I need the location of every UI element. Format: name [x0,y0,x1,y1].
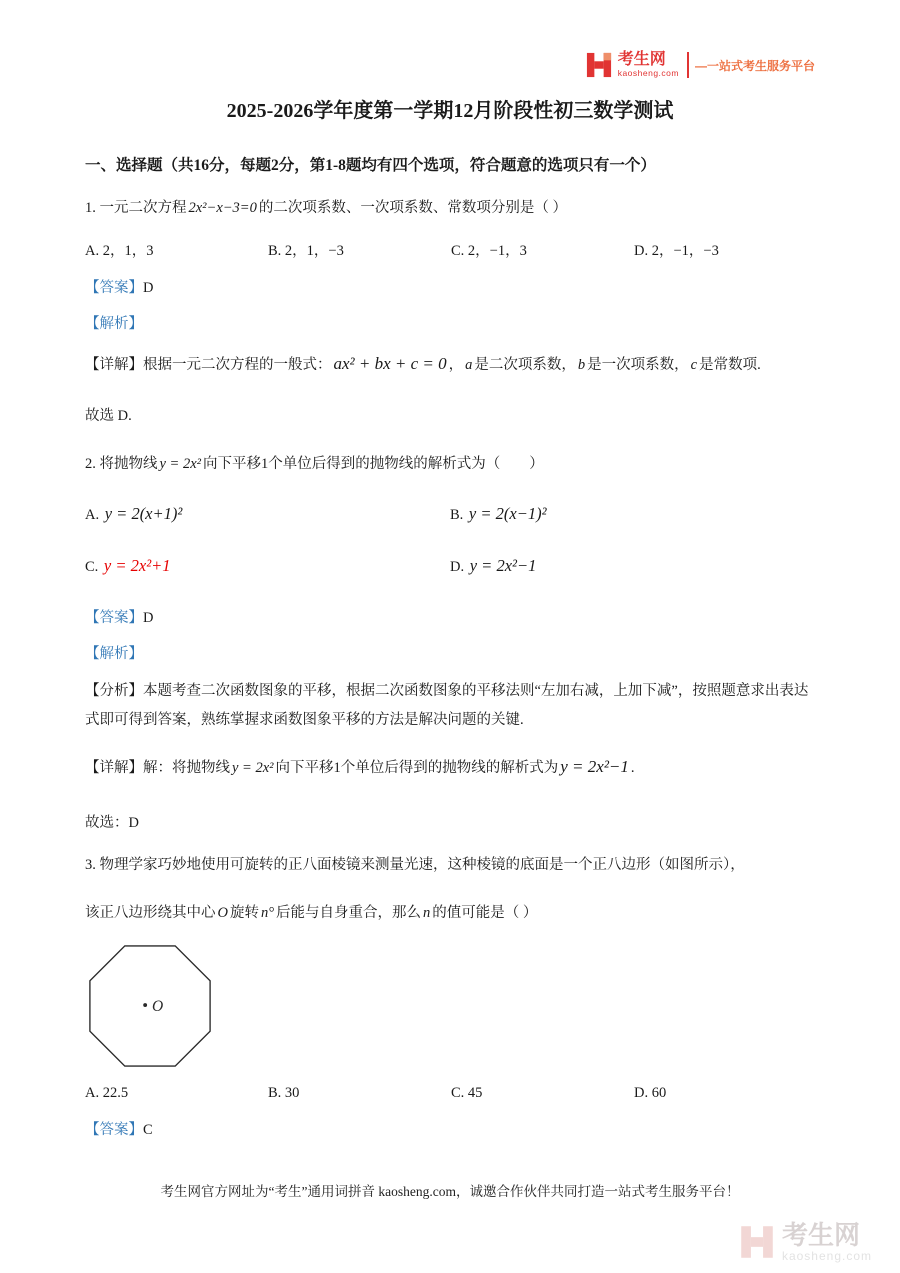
option-label: B. [268,243,282,260]
option-text: 45 [467,1084,483,1101]
q1-detail-seg1: ， [448,357,464,374]
q1-answer-line [85,276,815,297]
option-label: A. [85,243,100,260]
center-dot [143,1003,147,1007]
detail-label: 【详解】 [85,357,143,374]
q3-option-c [451,1085,634,1102]
q3-answer-line [85,1118,815,1139]
option-label: A. [85,506,100,523]
q2-stem-text-pre: 2. 将抛物线 [85,456,158,473]
watermark-logo-icon [740,1225,774,1259]
var-b: b [577,357,586,374]
option-label: B. [450,506,464,523]
logo-name: 考生网 [617,51,666,69]
answer-value: C [143,1121,153,1138]
q1-option-d [634,239,719,260]
q3-stem-line1: 3. 物理学家巧妙地使用可旋转的正八面棱镜来测量光速，这种棱镜的底面是一个正八边形（如图所示）， [85,856,745,873]
q2-detail-pre: 解：将抛物线 [143,759,230,776]
q3-stem2-mid: 旋转 [229,905,259,922]
q2-detail-formula-2: y = 2x²−1 [560,756,629,776]
q2-option-b [450,504,815,524]
option-label: A. [85,1084,100,1101]
watermark-texts [782,1221,872,1263]
q2-detail-mid: 向下平移1个单位后得到的抛物线的解析式为 [275,759,559,776]
site-logo [85,0,815,78]
logo-texts [618,52,689,78]
logo-h-icon [586,52,612,78]
q2-detail-formula-1: y = 2x² [232,759,274,776]
q2-jiexi-line [85,642,815,663]
q2-answer-line [85,606,815,627]
option-formula-red: y = 2x²+1 [103,555,171,575]
watermark-domain: kaosheng.com [781,1248,872,1263]
q1-detail-seg4: 是常数项. [699,357,761,374]
option-label: D. [634,1084,649,1101]
q3-stem2-post: 后能与自身重合，那么 [276,905,422,922]
q2-option-c [85,556,450,576]
option-label: D. [634,243,649,260]
detail-label: 【详解】 [85,759,143,776]
logo-tagline: —一站式考生服务平台 [694,58,815,73]
q2-stem-formula: y = 2x² [159,456,202,473]
q2-conclusion: 故选：D [85,814,139,831]
answer-label: 【答案】 [85,1121,143,1138]
q2-options [85,504,815,576]
var-c: c [690,357,698,374]
page-title: 2025-2026学年度第一学期12月阶段性初三数学测试 [226,100,674,122]
q1-option-b [268,239,451,260]
logo-domain: kaosheng.com [617,67,679,78]
q2-stem [85,453,815,475]
q3-option-a [85,1085,268,1102]
q1-stem [85,197,815,219]
q2-stem-text-post: 向下平移1个单位后得到的抛物线的解析式为（ ） [203,456,544,473]
answer-value: D [143,609,154,626]
option-text: 60 [651,1084,667,1101]
option-text: 30 [284,1084,300,1101]
option-formula: y = 2(x+1)² [104,503,183,523]
var-n-deg: n° [260,905,275,922]
q1-option-c [451,239,634,260]
watermark-name: 考生网 [781,1220,860,1251]
jiexi-label: 【解析】 [85,316,143,333]
option-label: C. [451,1084,465,1101]
q1-option-a [85,239,268,260]
q1-stem-text-pre: 1. 一元二次方程 [85,200,187,216]
q2-option-d [450,556,815,576]
q1-detail-seg2: 是二次项系数， [474,357,576,374]
q1-stem-formula: 2x²−x−3=0 [188,200,257,216]
option-label: C. [451,243,465,260]
option-text: 2，1，3 [102,243,154,260]
option-label: B. [268,1084,282,1101]
page-footer: 考生网官方网址为“考生”通用词拼音 kaosheng.com，诚邀合作伙伴共同打造一站式考生服务平台！ [160,1184,740,1199]
answer-label: 【答案】 [85,609,143,626]
option-label: D. [450,558,465,575]
jiexi-label: 【解析】 [85,645,143,662]
octagon-shape [87,943,213,1069]
q3-stem2-pre: 该正八边形绕其中心 [85,905,216,922]
option-text: 2，1，−3 [284,243,344,260]
option-text: 2，−1，−3 [651,243,719,260]
option-text: 22.5 [102,1084,129,1101]
q3-octagon-figure [87,943,815,1069]
q2-detail-line [85,752,815,783]
option-text: 2，−1，3 [467,243,527,260]
q1-options [85,239,815,260]
q3-stem2-end: 的值可能是（ ） [432,905,538,922]
q3-option-b [268,1085,451,1102]
q1-jiexi-line [85,312,815,333]
kaosheng-watermark [740,1221,872,1263]
q3-option-d [634,1085,666,1102]
q1-conclusion: 故选 D. [85,408,132,425]
var-O: O [217,905,228,922]
q1-detail-seg3: 是一次项系数， [587,357,689,374]
q2-option-a [85,504,450,524]
var-a: a [465,357,473,374]
q2-detail-post: . [630,759,635,776]
q1-detail-line [85,349,815,380]
option-formula: y = 2(x−1)² [468,503,547,523]
var-n: n [423,905,431,922]
option-formula: y = 2x²−1 [469,555,537,575]
center-label: O [151,997,164,1015]
option-label: C. [85,558,99,575]
kaosheng-logo-icon [586,52,612,78]
q3-options [85,1085,815,1102]
q2-fenxi [85,677,815,736]
q1-stem-text-post: 的二次项系数、一次项系数、常数项分别是（ ） [258,200,567,216]
answer-value: D [143,280,154,297]
answer-label: 【答案】 [85,280,143,297]
fenxi-text: 本题考查二次函数图象的平移，根据二次函数图象的平移法则“左加右减，上加下减”，按照题意求出表达式即可得到答案，熟练掌握求函数图象平移的方法是解决问题的关键. [85,682,809,729]
section-heading: 一、选择题（共16分，每题2分，第1-8题均有四个选项，符合题意的选项只有一个） [85,157,656,174]
fenxi-label: 【分析】 [85,682,143,699]
q1-detail-pre: 根据一元二次方程的一般式： [143,357,332,374]
q1-detail-formula: ax² + bx + c = 0 [333,354,447,374]
q3-stem-line2 [85,902,815,924]
